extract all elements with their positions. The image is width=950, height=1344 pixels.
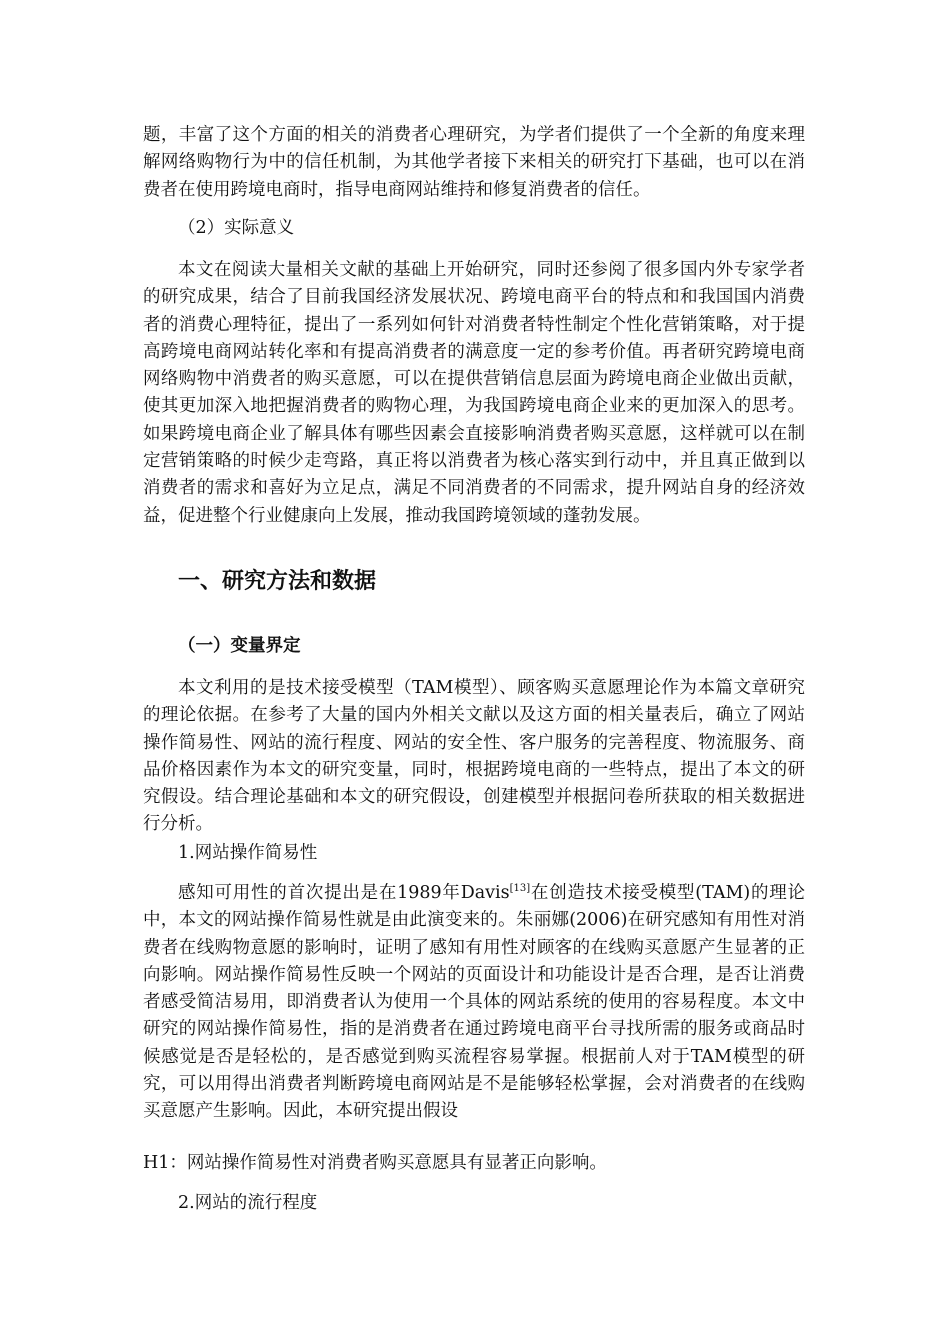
citation-13: [13] [509, 883, 531, 895]
hypothesis-h1: H1：网站操作简易性对消费者购买意愿具有显著正向影响。 [143, 1153, 607, 1173]
paragraph-text-part-1: 感知可用性的首次提出是在1989年Davis [178, 883, 510, 903]
paragraph-text-part-2: 在创造技术接受模型(TAM)的理论中，本文的网站操作简易性就是由此演变来的。朱丽娜(2006)在研究感知有用性对消费者在线购物意愿的影响时，证明了感知有用性对顾客的在线购买意愿产生显著的正向影响。网站操作简易性反映一个网站的页面设计和功能设计是否合理，是否让消费者感受简洁易用，即消费者认为使用一个具体的网站系统的使用的容易程度。本文中研究的网站操作简易性，指的是消费者在通过跨境电商平台寻找所需的服务或商品时候感觉是否是轻松的，是否感觉到购买流程容易掌握。根据前人对于TAM模型的研究，可以用得出消费者判断跨境电商网站是不是能够轻松掌握，会对消费者的在线购买意愿产生影响。因此，本研究提出假设 [143, 883, 805, 1122]
paragraph-theoretical-significance-end: 题，丰富了这个方面的相关的消费者心理研究，为学者们提供了一个全新的角度来理解网络购物行为中的信任机制，为其他学者接下来相关的研究打下基础，也可以在消费者在使用跨境电商时，指导电商网站维持和修复消费者的信任。 [143, 125, 805, 200]
paragraph-variable-definition: 本文利用的是技术接受模型（TAM模型）、顾客购买意愿理论作为本篇文章研究的理论依据。在参考了大量的国内外相关文献以及这方面的相关量表后，确立了网站操作简易性、网站的流行程度、网站的安全性、客户服务的完善程度、物流服务、商品价格因素作为本文的研究变量，同时，根据跨境电商的一些特点，提出了本文的研究假设。结合理论基础和本文的研究假设，创建模型并根据问卷所获取的相关数据进行分析。 [143, 678, 805, 835]
section-heading-methods-data: 一、研究方法和数据 [178, 569, 377, 594]
subsection-label-practical-significance: （2）实际意义 [178, 218, 295, 238]
paragraph-practical-significance: 本文在阅读大量相关文献的基础上开始研究，同时还参阅了很多国内外专家学者的研究成果，结合了目前我国经济发展状况、跨境电商平台的特点和和我国国内消费者的消费心理特征，提出了一系列如何针对消费者特性制定个性化营销策略，对于提高跨境电商网站转化率和有提高消费者的满意度一定的参考价值。再者研究跨境电商网络购物中消费者的购买意愿，可以在提供营销信息层面为跨境电商企业做出贡献，使其更加深入地把握消费者的购物心理，为我国跨境电商企业来的更加深入的思考。如果跨境电商企业了解具体有哪些因素会直接影响消费者购买意愿，这样就可以在制定营销策略的时候少走弯路，真正将以消费者为核心落实到行动中，并且真正做到以消费者的需求和喜好为立足点，满足不同消费者的不同需求，提升网站自身的经济效益，促进整个行业健康向上发展，推动我国跨境领域的蓬勃发展。 [143, 260, 805, 526]
item-label-website-popularity: 2.网站的流行程度 [178, 1193, 318, 1213]
item-label-website-ease-of-use: 1.网站操作简易性 [178, 843, 318, 863]
subsection-heading-variable-definition: （一）变量界定 [178, 636, 301, 656]
paragraph-website-ease-of-use [143, 880, 805, 1126]
